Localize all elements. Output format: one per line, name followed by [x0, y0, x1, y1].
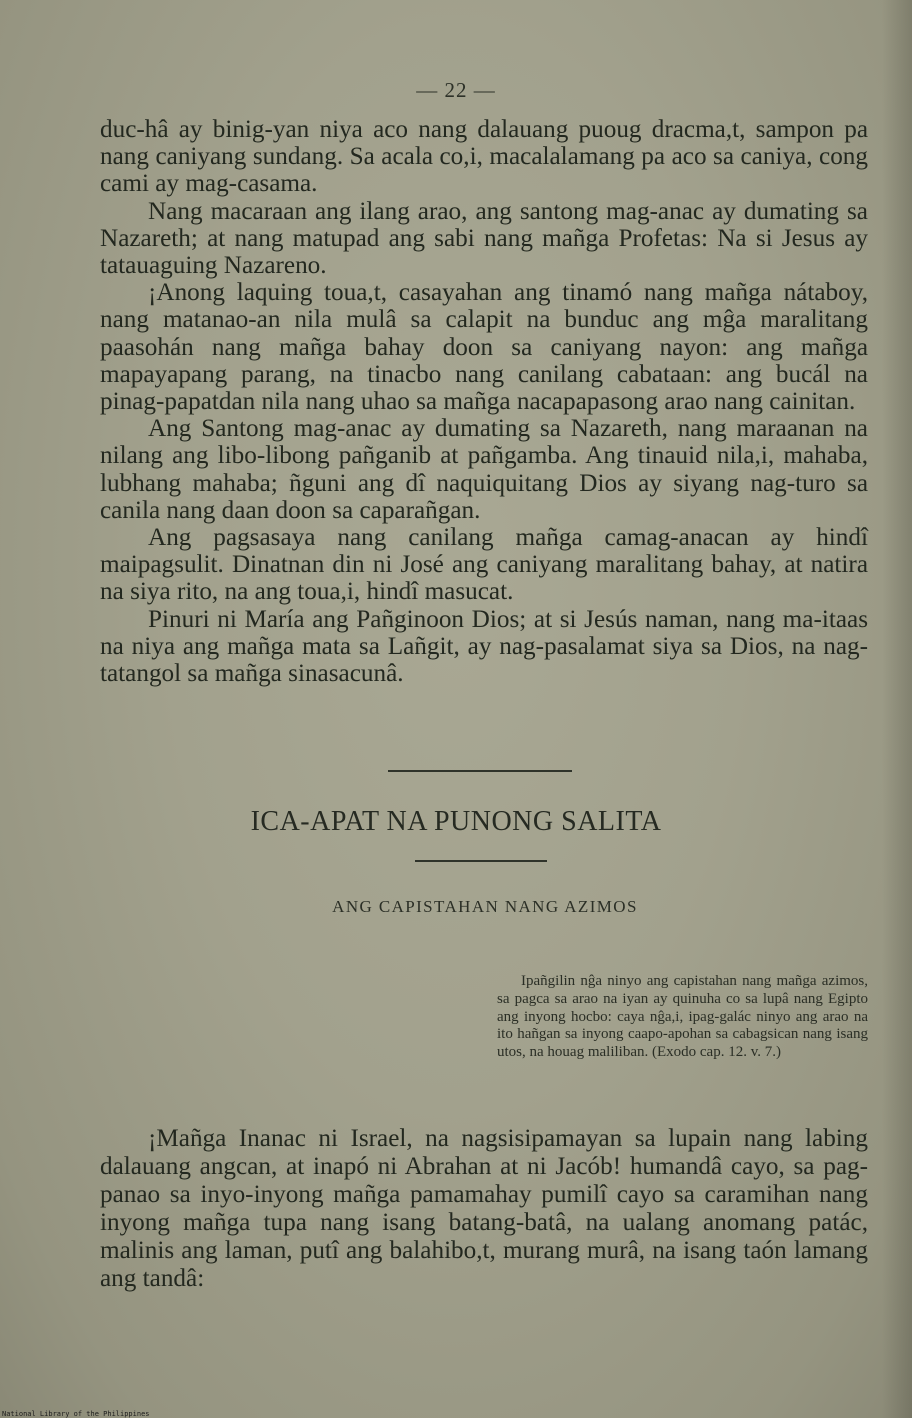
top-text-block — [100, 116, 868, 687]
page-number: — 22 — — [416, 78, 496, 102]
section-title: ANG CAPISTAHAN NANG AZIMOS — [332, 897, 638, 916]
paragraph: Pinuri ni María ang Pañginoon Dios; at si Jesús naman, nang ma-itaas na niya ang mañga mata sa Lañgit, ay nag-pasalamat siya sa Dios, na nag-tatangol sa mañga sinasacunâ. — [100, 605, 868, 688]
divider-rule-middle — [415, 860, 547, 862]
paragraph: Ang Santong mag-anac ay dumating sa Nazareth, nang maraanan na nilang ang libo-libong pañganib at pañgamba. Ang tinauid nila,i, mahaba, lubhang mahaba; ñguni ang dî naquiquitang Dios ay siyang nag-turo sa canila nang daan doon sa caparañgan. — [100, 415, 868, 524]
page-edge-shadow — [882, 0, 912, 1418]
paragraph: duc-hâ ay binig-yan niya aco nang dalauang puoug dracma,t, sampon pa nang caniyang sundang. Sa acala co,i, macalalamang pa aco sa caniya, cong cami ay mag-casama. — [100, 116, 868, 198]
bottom-text-block — [100, 1125, 868, 1293]
paragraph: ¡Mañga Inanac ni Israel, na nagsisipamayan sa lupain nang labing dalauang angcan, at inapó ni Abrahan at ni Jacób! humandâ cayo, sa pag-panao sa inyo-inyong mañga pamamahay pumilî cayo sa caramihan nang inyong mañga tupa nang isang batang-batâ, na ualang anomang patác, malinis ang laman, putî ang balahibo,t, murang murâ, na isang taón lamang ang tandâ: — [100, 1125, 868, 1292]
chapter-title: ICA-APAT NA PUNONG SALITA — [250, 806, 662, 837]
paragraph: Ang pagsasaya nang canilang mañga camag-anacan ay hindî maipagsulit. Dinatnan din ni José ang caniyang maralitang bahay, at natira na siya rito, na ang toua,i, hindî masucat. — [100, 524, 868, 606]
divider-rule-top — [388, 770, 572, 772]
paragraph: ¡Anong laquing toua,t, casayahan ang tinamó nang mañga nátaboy, nang matanao-an nila mulâ sa calapit na bunduc ang mĝa maralitang paasohán nang mañga bahay doon sa caniyang nayon: ang mañga mapayapang parang, na tinacbo nang canilang cabataan: ang bucál na pinag-papatdan nila nang uhao sa mañga nacapapasong arao nang cainitan. — [100, 279, 868, 416]
epigraph — [497, 973, 868, 1062]
library-credit: National Library of the Philippines — [2, 1410, 150, 1418]
paragraph: Nang macaraan ang ilang arao, ang santong mag-anac ay dumating sa Nazareth; at nang matupad ang sabi nang mañga Profetas: Na si Jesus ay tatauaguing Nazareno. — [100, 197, 868, 280]
epigraph-text: Ipañgilin nĝa ninyo ang capistahan nang mañga azimos, sa pagca sa arao na iyan ay quinuha co sa lupâ nang Egipto ang inyong hocbo: caya nĝa,i, ipag-galác ninyo ang arao na ito hañgan sa inyong caapo-apohan sa cabagsican nang isang utos, na houag maliliban. (Exodo cap. 12. v. 7.) — [497, 973, 868, 1061]
